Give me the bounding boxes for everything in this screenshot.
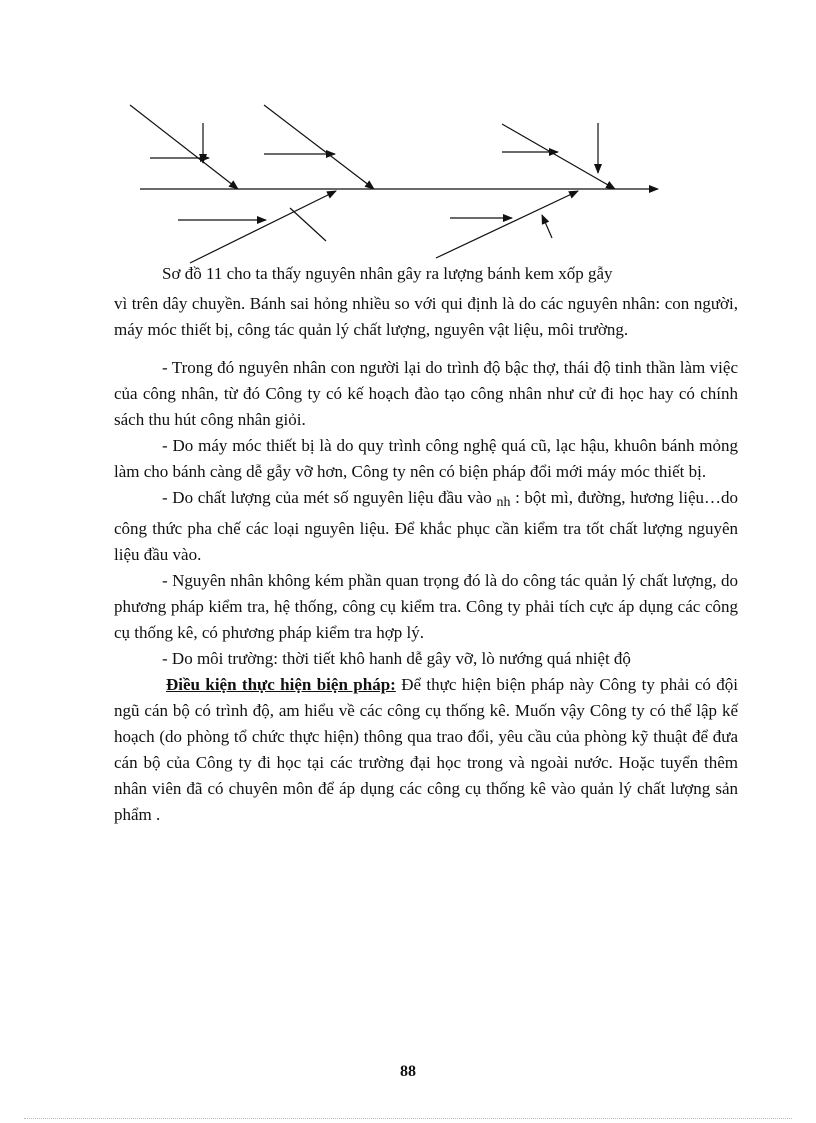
bone-upper-1 (130, 105, 238, 189)
footer-divider (24, 1118, 792, 1119)
intro-paragraph: vì trên dây chuyền. Bánh sai hỏng nhiều so với qui định là do các nguyên nhân: con người, máy móc thiết bị, công tác quản lý chất lượng, nguyên vật liệu, môi trường. (114, 294, 738, 339)
bone-lower-1 (190, 191, 336, 263)
environment-paragraph: - Do môi trường: thời tiết khô hanh dễ gây vỡ, lò nướng quá nhiệt độ (162, 649, 631, 668)
material-subscript: nh (496, 495, 511, 510)
bone-upper-2 (264, 105, 374, 189)
material-text-b: : bột mì, đường, hương liệu…do công thức pha chế các loại nguyên liệu. Để khắc phục cần kiểm tra tốt chất lượng nguyên liệu đầu vào. (114, 488, 739, 564)
machine-paragraph: - Do máy móc thiết bị là do quy trình công nghệ quá cũ, lạc hậu, khuôn bánh mỏng làm cho bánh càng dễ gẫy vỡ hơn, Công ty nên có biện pháp đổi mới máy móc thiết bị. (114, 436, 738, 481)
management-paragraph: - Nguyên nhân không kém phần quan trọng đó là do công tác quản lý chất lượng, do phương pháp kiểm tra, hệ thống, công cụ kiểm tra. Công ty phải tích cực áp dụng các công cụ thống kê, có phương pháp kiểm tra hợp lý. (114, 571, 738, 642)
bone-lower-2 (436, 191, 578, 258)
sub-arrow-9 (542, 215, 552, 238)
conditions-paragraph (114, 672, 738, 828)
sub-bone-5 (290, 208, 326, 241)
conditions-text: Để thực hiện biện pháp này Công ty phải có đội ngũ cán bộ có trình độ, am hiểu về các công cụ thống kê. Muốn vậy Công ty có thể lập kế hoạch (do phòng tổ chức thực hiện) thông qua trao đổi, yêu cầu của phòng kỹ thuật để đưa cán bộ của Công ty đi học tại các trường đại học trong và ngoài nước. Hoặc tuyển thêm nhân viên đã có chuyên môn để áp dụng các công cụ thống kê vào quản lý chất lượng sản phẩm . (114, 675, 738, 824)
conditions-label: Điều kiện thực hiện biện pháp: (166, 675, 396, 694)
fishbone-diagram (110, 95, 690, 270)
diagram-caption: Sơ đồ 11 cho ta thấy nguyên nhân gây ra lượng bánh kem xốp gẫy (162, 264, 613, 283)
material-text-a: - Do chất lượng của mét số nguyên liệu đầu vào (162, 488, 492, 507)
people-paragraph: - Trong đó nguyên nhân con người lại do trình độ bậc thợ, thái độ tinh thần làm việc của công nhân, từ đó Công ty có kế hoạch đào tạo công nhân như cử đi học hay có chính sách thu hút công nhân giỏi. (114, 358, 738, 429)
body-text (114, 291, 738, 828)
page-number: 88 (400, 1063, 416, 1080)
material-paragraph (114, 485, 738, 568)
